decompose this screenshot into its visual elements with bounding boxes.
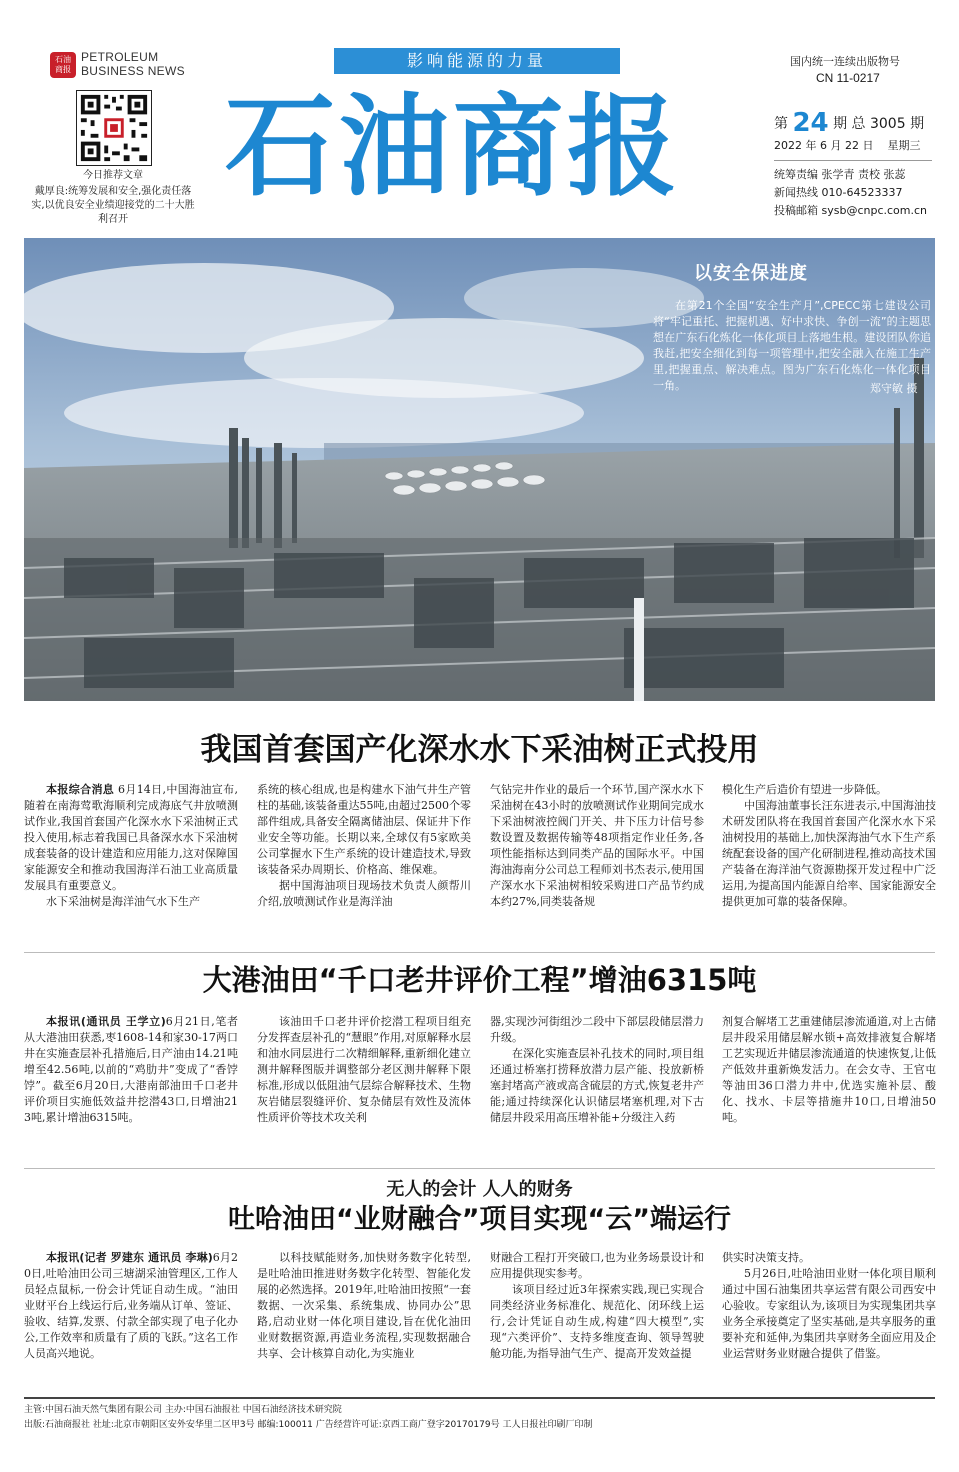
article3-col1-text: 6月20日,吐哈油田公司三塘湖采油管理区,工作人员轻点鼠标,一份会计凭证自动生成。“油田业财平台上线运行后,业务端从订单、签证、验收、结算,发票、付款全部实现了电子化办公,工作效率和质量有了质的飞跃。”这名工作人员高兴地说。 [24, 1251, 239, 1360]
footer-publisher-line: 出版:石油商报社 社址:北京市朝阳区安外安华里二区甲3号 邮编:100011 广告经营许可证:京西工商广登字20170179号 工人日报社印刷厂印制 [24, 1420, 593, 1430]
issue-suffix: 期 [833, 116, 848, 132]
today-recommend-text[interactable]: 戴厚良:统筹发展和安全,强化责任落实,以优良安全业绩迎接党的二十大胜利召开 [31, 186, 195, 225]
publication-number-label: 国内统一连续出版物号 [790, 55, 900, 68]
article2-col4 [722, 1014, 936, 1126]
article3-subhead: 无人的会计 人人的财务 [386, 1179, 573, 1200]
article3-col3-text: 财融合工程打开突破口,也为业务场景设计和应用提供现实参考。 [490, 1251, 704, 1280]
logo-badge: 石油 商报 [50, 52, 76, 78]
issue-date: 2022 年 6 月 22 日 [774, 139, 874, 152]
article3-col1 [24, 1250, 238, 1362]
divider [24, 952, 935, 953]
article3-col4-text: 供实时决策支持。 [722, 1251, 810, 1264]
issue-prefix: 第 [774, 116, 788, 132]
article1-col2-text: 系统的核心组成,也是构建水下油气井生产管柱的基础,该装备重达55吨,由超过2500个零部件组成,具备安全隔离储油层、保证井下作业安全等功能。长期以来,全球仅有5家欧美公司掌握水下生产系统的设计建造技术,导致该装备采办周期长、价格高、维保难。 [257, 783, 471, 876]
article3-col2 [257, 1250, 471, 1362]
photo-title: 以安全保进度 [694, 263, 808, 284]
article2-headline[interactable]: 大港油田“千口老井评价工程”增油6315吨 [202, 963, 757, 997]
issue-info [774, 108, 925, 138]
brand-english-name [81, 50, 185, 78]
article1-col1b-text: 水下采油树是海洋油气水下生产 [46, 895, 200, 908]
date-line [774, 139, 920, 153]
article1-col2b-text: 据中国海油项目现场技术负责人颜帮川介绍,放喷测试作业是海洋油 [257, 879, 471, 908]
article3-headline[interactable]: 吐哈油田“业财融合”项目实现“云”端运行 [228, 1204, 731, 1235]
article3-lead: 本报讯(记者 罗建东 通讯员 李琳) [46, 1251, 213, 1264]
article3-col3b-text: 该项目经过近3年探索实践,现已实现合同类经济业务标准化、规范化、闭环线上运行,会计凭证自动生成,构建“四大模型”,实现“六类评价”、支持多维度查询、领导驾驶舱功能,为指导油气生产、提高开发效益提 [490, 1283, 704, 1360]
article1-lead: 本报综合消息 [46, 783, 115, 796]
article1-col4b-text: 中国海油董事长汪东进表示,中国海油技术研发团队将在我国首套国产化深水水下采油树投用的基础上,加快深海油气水下生产系统配套设备的国产化研制进程,推动高技术国产装备在海洋油气资源勘探开发过程中广泛运用,为提高国内能源自给率、国家能源安全提供更加可靠的装备保障。 [722, 799, 936, 908]
brand-en-line2: BUSINESS NEWS [81, 64, 185, 78]
article2-col2-text: 该油田千口老井评价挖潜工程项目组充分发挥查层补孔的“慧眼”作用,对原解释水层和油水同层进行二次精细解释,重新细化建立测井解释图版并调整部分老区测井解释下限标准,形成以低阻油气层综合解释技术、生物灰岩储层裂缝评价、复杂储层有效性及流体性质评价等技术攻关利 [257, 1015, 471, 1124]
article2-col1-text: 6月21日,笔者从大港油田获悉,枣1608-14和家30-17两口井在实施查层补孔措施后,日产油由14.21吨增至42.56吨,以前的“鸡肋井”变成了“香饽饽”。截至6月20日,大港南部油田千口老井评价项目实施低效益井挖潜43口,日增油213吨,累计增油6315吨。 [24, 1015, 238, 1124]
article3-col4b-text: 5月26日,吐哈油田业财一体化项目顺利通过中国石油集团共享运营有限公司西安中心验收。专家组认为,该项目为实现集团共享业务全承接奠定了坚实基础,是共享服务的重要补充和延伸,为集团共享财务全面应用及企业运营财务业财融合提供了借鉴。 [722, 1267, 936, 1360]
divider [24, 1168, 935, 1169]
submission-email[interactable]: 投稿邮箱 sysb@cnpc.com.cn [774, 204, 928, 217]
footer-sponsor-line: 主管:中国石油天然气集团有限公司 主办:中国石油报社 中国石油经济技术研究院 [24, 1405, 342, 1415]
article3-col4 [722, 1250, 936, 1362]
slogan-banner: 影响能源的力量 [334, 48, 620, 74]
article1-col1-text: 6月14日,中国海油宣布,随着在南海莺歌海顺利完成海底气井放喷测试作业,我国首套国产化深水水下采油树正式投入使用,标志着我国已具备深水水下采油树成套装备的设计建造和应用能力,这对保障国家能源安全和推动我国海洋石油工业高质量发展具有重要意义。 [24, 783, 238, 892]
issue-total: 总 3005 期 [851, 116, 925, 132]
article1-col3-text: 气钻完井作业的最后一个环节,国产深水水下采油树在43小时的放喷测试作业期间完成水下采油树液控阀门开关、井下压力计信号参数设置及数据传输等48项指定作业任务,各项性能指标达到同类产品的国际水平。中国海油海南分公司总工程师刘书杰表示,使用国产深水水下采油树相较采购进口产品节约成本约27%,同类装备规 [490, 783, 704, 908]
article3-col3 [490, 1250, 704, 1362]
article1-col4 [722, 782, 936, 910]
article1-col2 [257, 782, 471, 910]
article2-col3 [490, 1014, 704, 1126]
article2-col2 [257, 1014, 471, 1126]
article2-col1 [24, 1014, 238, 1126]
issue-weekday: 星期三 [887, 139, 921, 152]
article2-col3b-text: 在深化实施查层补孔技术的同时,项目组还通过桥塞打捞释放潜力层产能、投放新桥塞封堵高产液或高含硫层的方式,恢复老井产能;通过持续深化认识储层堵塞机理,对下古储层井段采用高压增补能+分级注入药 [490, 1047, 704, 1124]
divider [774, 160, 932, 161]
article1-col4-text: 模化生产后造价有望进一步降低。 [722, 783, 887, 796]
article2-lead: 本报讯(通讯员 王学立) [46, 1015, 166, 1028]
article2-col4-text: 剂复合解堵工艺重建储层渗流通道,对上古储层井段采用储层解水锁+高效排液复合解堵工艺实现近井储层渗流通道的快速恢复,让低产低效井重新焕发活力。在会女寺、王官屯等油田36口潜力井中,优选实施补层、酸化、找水、卡层等措施井10口,日增油50吨。 [722, 1015, 936, 1124]
qr-code-icon[interactable] [76, 90, 152, 166]
today-recommend-label: 今日推荐文章 [83, 170, 143, 181]
article1-col3 [490, 782, 704, 910]
footer-divider [24, 1397, 935, 1399]
article1-headline[interactable]: 我国首套国产化深水水下采油树正式投用 [200, 732, 759, 768]
issue-number: 24 [792, 108, 829, 138]
article3-col2-text: 以科技赋能财务,加快财务数字化转型,是吐哈油田推进财务数字化转型、智能化发展的必然选择。2019年,吐哈油田按照“一套数据、一次采集、系统集成、协同办公”思路,启动业财一体化项目建设,旨在优化油田业财数据资源,再造业务流程,实现数据融合共享、会计核算自动化,为实施业 [257, 1251, 471, 1360]
photo-credit: 郑守敏 摄 [870, 382, 918, 395]
editors-line: 统筹责编 张学青 责校 张蕊 [774, 168, 906, 181]
publication-cn-number: CN 11-0217 [816, 71, 880, 85]
masthead-title: 石油商报 [225, 83, 681, 211]
article1-col1 [24, 782, 238, 910]
article2-col3-text: 器,实现沙河街组沙二段中下部层段储层潜力升级。 [490, 1015, 704, 1044]
brand-en-line1: PETROLEUM [81, 50, 159, 64]
photo-caption: 在第21个全国“安全生产月”,CPECC第七建设公司将“牢记重托、把握机遇、好中求快、争创一流”的主题思想在广东石化炼化一体化项目上落地生根。建设团队你追我赶,把安全细化到每一项管理中,把安全融入在施工生产里,把握重点、解决难点。图为广东石化炼化一体化项目一角。 [653, 299, 931, 392]
news-hotline: 新闻热线 010-64523337 [774, 186, 903, 199]
